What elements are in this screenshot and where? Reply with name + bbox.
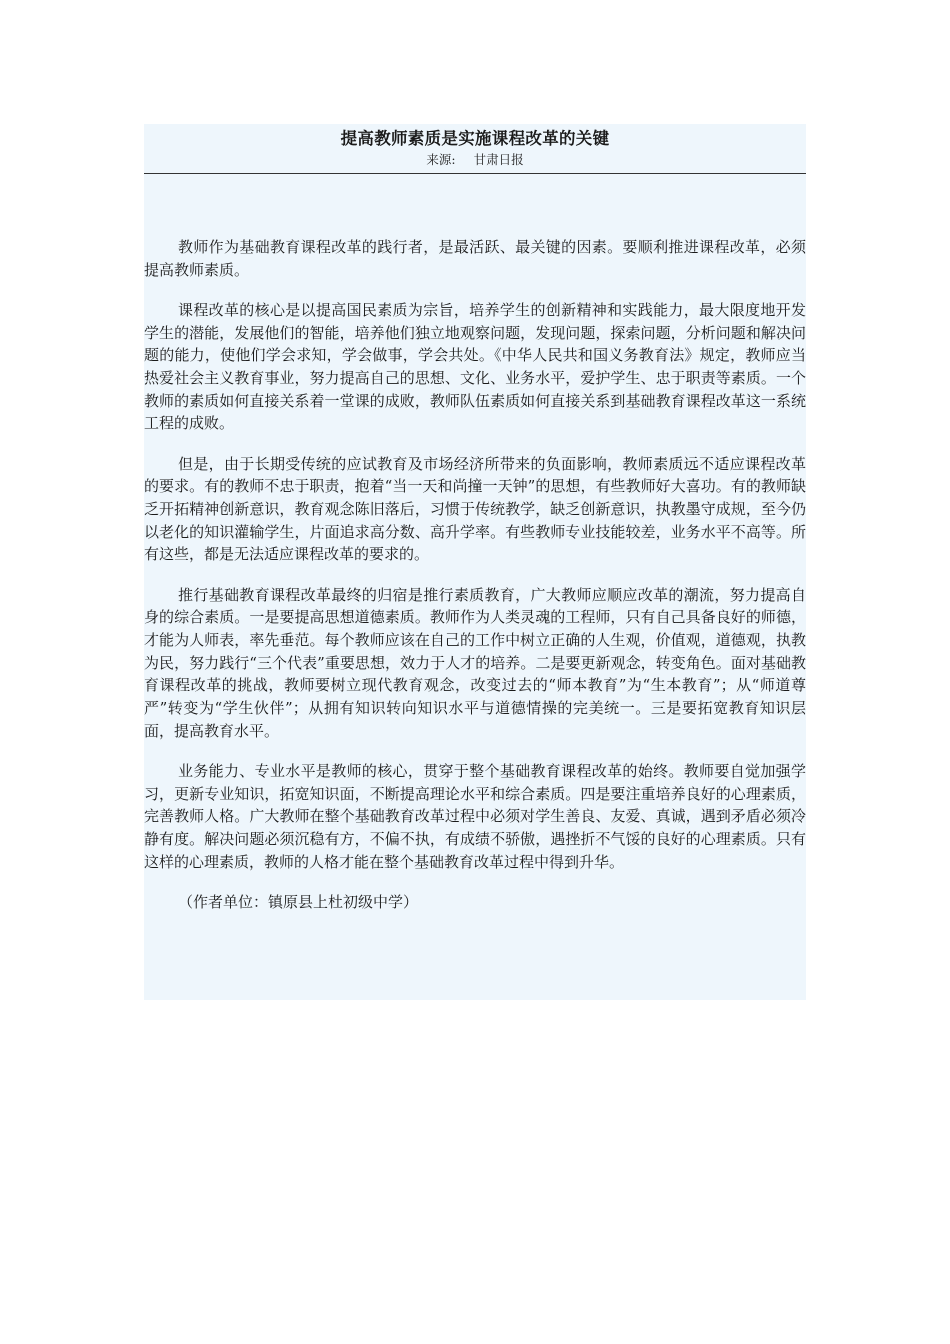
article-header	[144, 124, 806, 174]
paragraph-2: 课程改革的核心是以提高国民素质为宗旨，培养学生的创新精神和实践能力，最大限度地开发学生的潜能，发展他们的智能，培养他们独立地观察问题，发现问题，探索问题，分析问题和解决问题的能力，使他们学会求知，学会做事，学会共处。《中华人民共和国义务教育法》规定，教师应当热爱社会主义教育事业，努力提高自己的思想、文化、业务水平，爱护学生、忠于职责等素质。一个教师的素质如何直接关系着一堂课的成败，教师队伍素质如何直接关系到基础教育课程改革这一系统工程的成败。	[144, 300, 806, 433]
source-name: 甘肃日报	[473, 152, 524, 167]
author-affiliation: （作者单位：镇原县上杜初级中学）	[178, 893, 419, 912]
article-body	[144, 174, 806, 914]
article-title: 提高教师素质是实施课程改革的关键	[340, 129, 610, 148]
source-label: 来源:	[426, 152, 456, 167]
paragraph-4: 推行基础教育课程改革最终的归宿是推行素质教育，广大教师应顺应改革的潮流，努力提高自身的综合素质。一是要提高思想道德素质。教师作为人类灵魂的工程师，只有自己具备良好的师德，才能为人师表，率先垂范。每个教师应该在自己的工作中树立正确的人生观，价值观，道德观，执教为民，努力践行“三个代表”重要思想，效力于人才的培养。二是要更新观念，转变角色。面对基础教育课程改革的挑战，教师要树立现代教育观念，改变过去的“师本教育”为“生本教育”；从“师道尊严”转变为“学生伙伴”；从拥有知识转向知识水平与道德情操的完美统一。三是要拓宽教育知识层面，提高教育水平。	[144, 585, 806, 740]
paragraph-1: 教师作为基础教育课程改革的践行者，是最活跃、最关键的因素。要顺利推进课程改革，必须提高教师素质。	[144, 238, 806, 279]
paragraph-5: 业务能力、专业水平是教师的核心，贯穿于整个基础教育课程改革的始终。教师要自觉加强学习，更新专业知识，拓宽知识面，不断提高理论水平和综合素质。四是要注重培养良好的心理素质，完善教师人格。广大教师在整个基础教育改革过程中必须对学生善良、友爱、真诚，遇到矛盾必须冷静有度。解决问题必须沉稳有方，不偏不执，有成绩不骄傲，遇挫折不气馁的良好的心理素质。只有这样的心理素质，教师的人格才能在整个基础教育改革过程中得到升华。	[144, 762, 806, 871]
article-container	[144, 124, 806, 1000]
article-source	[144, 151, 806, 169]
paragraph-3: 但是，由于长期受传统的应试教育及市场经济所带来的负面影响，教师素质远不适应课程改革的要求。有的教师不忠于职责，抱着“当一天和尚撞一天钟”的思想，有些教师好大喜功。有的教师缺乏开拓精神创新意识，教育观念陈旧落后，习惯于传统教学，缺乏创新意识，执教墨守成规，至今仍以老化的知识灌输学生，片面追求高分数、高升学率。有些教师专业技能较差，业务水平不高等。所有这些，都是无法适应课程改革的要求的。	[144, 454, 806, 564]
